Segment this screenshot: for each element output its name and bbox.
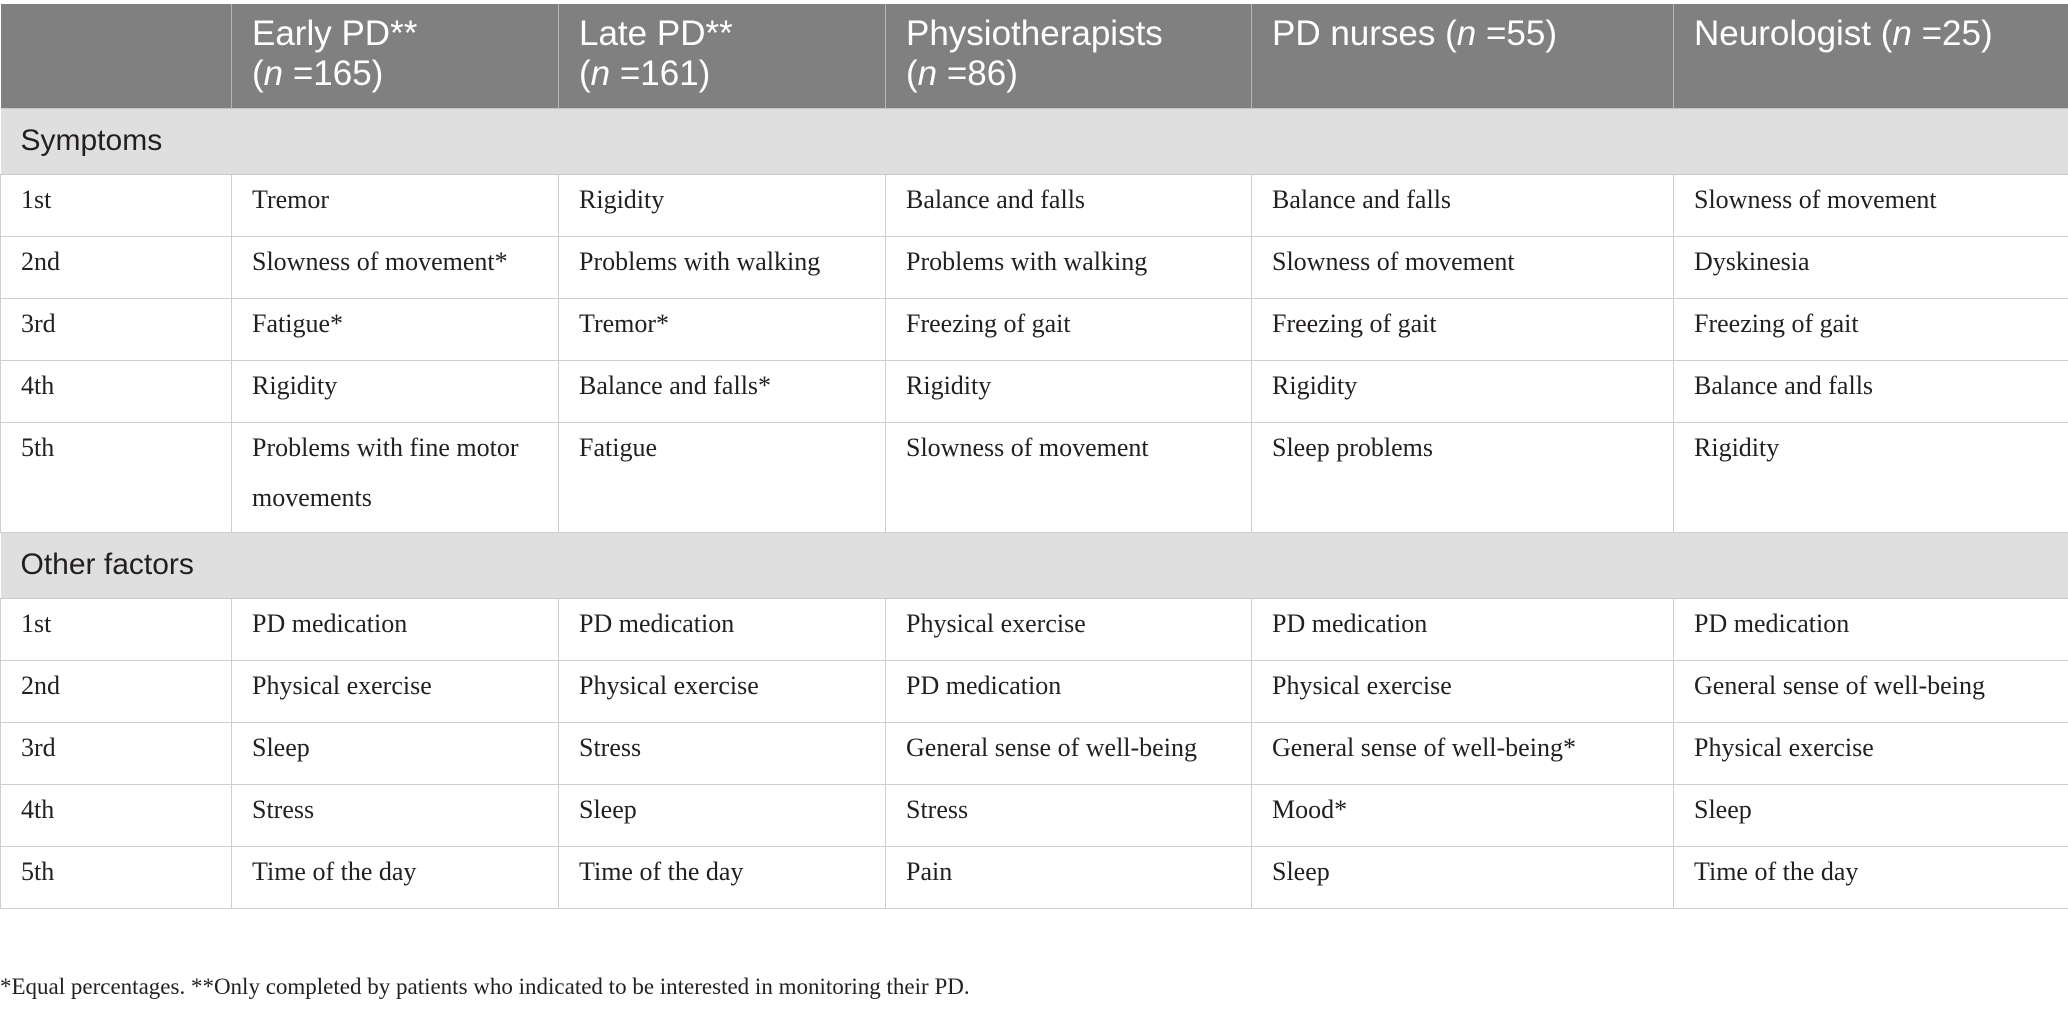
table-row	[1, 298, 2068, 360]
table-cell: Dyskinesia	[1674, 236, 2068, 298]
table-row	[1, 722, 2068, 784]
rank-cell: 5th	[1, 422, 232, 532]
header-row	[1, 4, 2068, 108]
ranking-table	[0, 4, 2068, 909]
rank-cell: 2nd	[1, 660, 232, 722]
table-row	[1, 422, 2068, 532]
rank-cell: 3rd	[1, 298, 232, 360]
table-cell: Balance and falls	[886, 174, 1252, 236]
table-cell: Physical exercise	[232, 660, 559, 722]
table-cell: Time of the day	[232, 846, 559, 908]
table-cell: PD medication	[886, 660, 1252, 722]
table-cell: Freezing of gait	[1674, 298, 2068, 360]
table-cell: Problems with walking	[559, 236, 886, 298]
table-cell: Pain	[886, 846, 1252, 908]
table-cell: Slowness of movement*	[232, 236, 559, 298]
table-cell: Balance and falls	[1252, 174, 1674, 236]
table-cell: Time of the day	[559, 846, 886, 908]
table-row	[1, 360, 2068, 422]
section-row-other-factors	[1, 532, 2068, 598]
header-late-pd: Late PD** (n =161)	[559, 4, 886, 108]
table-cell: Sleep	[1252, 846, 1674, 908]
table-cell: Time of the day	[1674, 846, 2068, 908]
table-cell: Stress	[232, 784, 559, 846]
table-cell: Sleep	[559, 784, 886, 846]
table-cell: Mood*	[1252, 784, 1674, 846]
table-cell: Physical exercise	[1252, 660, 1674, 722]
table-cell: Physical exercise	[886, 598, 1252, 660]
table-cell: Tremor	[232, 174, 559, 236]
table-cell: Balance and falls	[1674, 360, 2068, 422]
rank-cell: 3rd	[1, 722, 232, 784]
table-cell: PD medication	[1674, 598, 2068, 660]
table-cell: General sense of well-being	[886, 722, 1252, 784]
table-row	[1, 846, 2068, 908]
table-cell: General sense of well-being	[1674, 660, 2068, 722]
table-row	[1, 784, 2068, 846]
header-physiotherapists: Physiotherapists (n =86)	[886, 4, 1252, 108]
table-cell: Tremor*	[559, 298, 886, 360]
table-cell: Stress	[559, 722, 886, 784]
table-cell: Balance and falls*	[559, 360, 886, 422]
rank-cell: 2nd	[1, 236, 232, 298]
header-early-pd: Early PD** (n =165)	[232, 4, 559, 108]
table-cell: Sleep	[1674, 784, 2068, 846]
table-cell: Rigidity	[1252, 360, 1674, 422]
table-cell: Problems with fine motor movements	[232, 422, 559, 532]
rank-cell: 4th	[1, 784, 232, 846]
rank-cell: 1st	[1, 598, 232, 660]
table-cell: PD medication	[559, 598, 886, 660]
rank-cell: 1st	[1, 174, 232, 236]
table-cell: Rigidity	[886, 360, 1252, 422]
table-footnote: *Equal percentages. **Only completed by patients who indicated to be interested in monitoring their PD.	[0, 974, 970, 999]
table-cell: Slowness of movement	[1252, 236, 1674, 298]
header-pd-nurses: PD nurses (n =55)	[1252, 4, 1674, 108]
table-cell: Fatigue*	[232, 298, 559, 360]
table-cell: Slowness of movement	[1674, 174, 2068, 236]
table-row	[1, 236, 2068, 298]
table-cell: Rigidity	[1674, 422, 2068, 532]
table-cell: Sleep	[232, 722, 559, 784]
table-cell: Rigidity	[232, 360, 559, 422]
table-row	[1, 174, 2068, 236]
section-title: Other factors	[1, 532, 2068, 598]
header-neurologist: Neurologist (n =25)	[1674, 4, 2068, 108]
table-cell: Problems with walking	[886, 236, 1252, 298]
table-cell: PD medication	[1252, 598, 1674, 660]
rank-cell: 4th	[1, 360, 232, 422]
table-cell: Slowness of movement	[886, 422, 1252, 532]
table-cell: Physical exercise	[1674, 722, 2068, 784]
rank-cell: 5th	[1, 846, 232, 908]
table-cell: Sleep problems	[1252, 422, 1674, 532]
table-cell: Stress	[886, 784, 1252, 846]
table-cell: General sense of well-being*	[1252, 722, 1674, 784]
table-row	[1, 660, 2068, 722]
header-blank-cell	[1, 4, 232, 108]
table-cell: Physical exercise	[559, 660, 886, 722]
table-cell: Freezing of gait	[886, 298, 1252, 360]
table-cell: Fatigue	[559, 422, 886, 532]
table-cell: Rigidity	[559, 174, 886, 236]
section-row-symptoms	[1, 108, 2068, 174]
table-cell: Freezing of gait	[1252, 298, 1674, 360]
section-title: Symptoms	[1, 108, 2068, 174]
table-row	[1, 598, 2068, 660]
table-cell: PD medication	[232, 598, 559, 660]
